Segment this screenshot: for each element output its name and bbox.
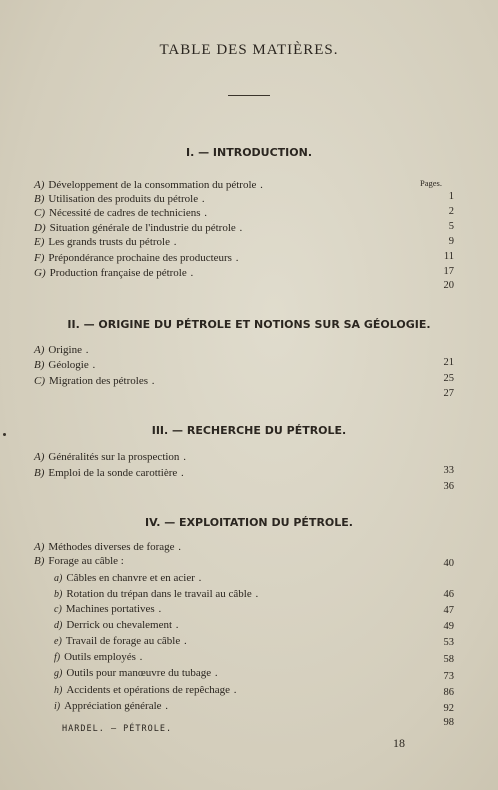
entry-text: Machines portatives: [65, 603, 155, 615]
entry-letter: B): [34, 193, 45, 205]
toc-entry: C) Nécessité de cadres de techniciens .: [34, 207, 208, 219]
entry-letter: b): [54, 589, 63, 600]
toc-subentry: d) Derrick ou chevalement .: [54, 619, 180, 631]
entry-letter: h): [54, 685, 63, 696]
entry-page: 21: [443, 357, 454, 368]
entry-page: 46: [443, 589, 454, 600]
entry-text: Situation générale de l'industrie du pétrole: [49, 222, 236, 234]
toc-subentry: c) Machines portatives .: [54, 603, 163, 615]
toc-entry: E) Les grands trusts du pétrole .: [34, 236, 178, 248]
entry-letter: D): [34, 222, 46, 234]
entry-letter: G): [34, 267, 46, 279]
toc-entry: F) Prépondérance prochaine des producteurs .: [34, 252, 240, 264]
toc-subentry: e) Travail de forage au câble .: [54, 635, 188, 647]
entry-text: Utilisation des produits du pétrole: [48, 193, 199, 205]
entry-letter: e): [54, 636, 62, 647]
signature-mark: 18: [393, 736, 405, 750]
entry-letter: c): [54, 604, 62, 615]
toc-subentry: h) Accidents et opérations de repêchage .: [54, 684, 238, 696]
toc-entry: A) Développement de la consommation du pétrole .: [34, 179, 264, 191]
title-rule: [228, 95, 270, 96]
entry-text: Emploi de la sonde carottière: [48, 467, 178, 479]
toc-entry: B) Emploi de la sonde carottière .: [34, 467, 185, 479]
entry-page: 27: [443, 388, 454, 399]
toc-entry: [34, 555, 452, 568]
toc-subentry: f) Outils employés .: [54, 651, 144, 663]
section-heading-3: III. — RECHERCHE DU PÉTROLE.: [151, 424, 347, 437]
entry-letter: d): [54, 620, 63, 631]
entry-page: 17: [443, 266, 454, 277]
entry-letter: C): [34, 375, 45, 387]
entry-letter: C): [34, 207, 45, 219]
toc-entry: A) Généralités sur la prospection .: [34, 451, 187, 463]
entry-letter: A): [34, 451, 45, 463]
entry-text: Généralités sur la prospection: [48, 451, 180, 463]
entry-page: 2: [448, 206, 454, 217]
entry-page: 47: [443, 605, 454, 616]
entry-text: Origine: [48, 344, 82, 356]
entry-letter: A): [34, 541, 45, 553]
entry-page: 20: [443, 280, 454, 291]
entry-page: 49: [443, 621, 454, 632]
entry-text: Les grands trusts du pétrole: [48, 236, 170, 248]
entry-text: Prépondérance prochaine des producteurs: [48, 252, 232, 264]
entry-page: 36: [443, 481, 454, 492]
entry-letter: g): [54, 668, 63, 679]
toc-entry: G) Production française de pétrole .: [34, 267, 195, 279]
entry-text: Derrick ou chevalement: [66, 619, 173, 631]
entry-page: 40: [443, 558, 454, 569]
entry-text: Outils employés: [64, 651, 136, 663]
entry-text: Appréciation générale: [64, 700, 162, 712]
toc-entry: C) Migration des pétroles .: [34, 375, 156, 387]
entry-letter: a): [54, 573, 63, 584]
section-heading-4: IV. — EXPLOITATION DU PÉTROLE.: [145, 516, 353, 529]
entry-page: 11: [443, 251, 454, 262]
entry-text: Travail de forage au câble: [65, 635, 181, 647]
entry-text: Nécessité de cadres de techniciens: [49, 207, 201, 219]
pages-label: Pages.: [420, 178, 442, 188]
entry-text: Géologie: [48, 359, 89, 371]
toc-entry: B) Utilisation des produits du pétrole .: [34, 193, 206, 205]
toc-entry: A) Méthodes diverses de forage .: [34, 541, 183, 553]
toc-subentry: g) Outils pour manœuvre du tubage .: [54, 667, 219, 679]
entry-text: Câbles en chanvre et en acier: [66, 572, 195, 584]
toc-subentry: a) Câbles en chanvre et en acier .: [54, 572, 203, 584]
entry-text: Rotation du trépan dans le travail au câble: [66, 588, 252, 600]
section-heading-1: I. — INTRODUCTION.: [185, 146, 313, 159]
entry-text: Développement de la consommation du pétrole: [48, 179, 257, 191]
toc-entry: B) Géologie .: [34, 359, 97, 371]
entry-page: 33: [443, 465, 454, 476]
entry-text: Méthodes diverses de forage: [48, 541, 175, 553]
entry-letter: B): [34, 467, 45, 479]
entry-page: 86: [443, 687, 454, 698]
entry-page: 5: [448, 221, 454, 232]
entry-letter: A): [34, 179, 45, 191]
entry-letter: E): [34, 236, 45, 248]
running-footer: HARDEL. — PÉTROLE.: [62, 724, 173, 734]
entry-text: Outils pour manœuvre du tubage: [66, 667, 212, 679]
entry-text: Production française de pétrole: [49, 267, 187, 279]
entry-letter: i): [54, 701, 61, 712]
toc-subentry: i) Appréciation générale .: [54, 700, 170, 712]
entry-letter: f): [54, 652, 61, 663]
page-title: TABLE DES MATIÈRES.: [159, 42, 339, 58]
entry-text: Forage au câble :: [48, 555, 124, 567]
entry-text: Migration des pétroles: [49, 375, 148, 387]
toc-entry: A) Origine .: [34, 344, 90, 356]
entry-page: 98: [443, 717, 454, 728]
entry-page: 9: [448, 236, 454, 247]
entry-page: 58: [443, 654, 454, 665]
entry-page: 25: [443, 373, 454, 384]
section-heading-2: II. — ORIGINE DU PÉTROLE ET NOTIONS SUR SA GÉOLOGIE.: [67, 318, 431, 331]
entry-page: 73: [443, 671, 454, 682]
entry-page: 1: [448, 191, 454, 202]
toc-subentry: b) Rotation du trépan dans le travail au câble .: [54, 588, 260, 600]
entry-letter: B): [34, 555, 45, 567]
entry-page: 92: [443, 703, 454, 714]
entry-page: 53: [443, 637, 454, 648]
entry-text: Accidents et opérations de repêchage: [66, 684, 231, 696]
entry-letter: F): [34, 252, 45, 264]
toc-entry: D) Situation générale de l'industrie du pétrole .: [34, 222, 244, 234]
entry-letter: B): [34, 359, 45, 371]
entry-letter: A): [34, 344, 45, 356]
